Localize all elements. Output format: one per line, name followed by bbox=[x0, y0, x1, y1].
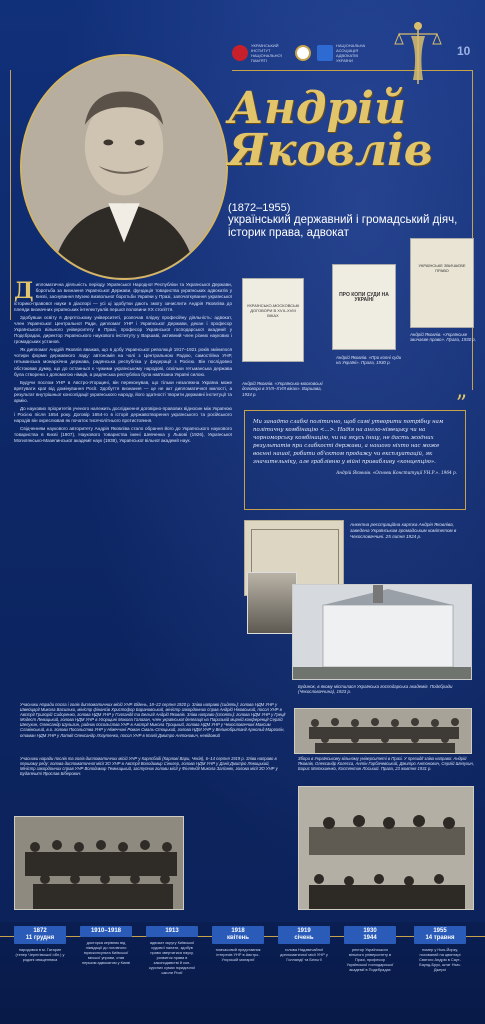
timeline-text: помер у Нью-Йорку, похований на цвинтарі Святого Андрія в Саут-Баунд-Брук, штат Нью-Джерсі bbox=[419, 947, 461, 972]
person-subtitle: український державний і громадський діяч, історик права, адвокат bbox=[228, 214, 458, 239]
timeline-text: народився в м. Гатарин (тепер Чернігівської обл.) у родині священника bbox=[15, 947, 65, 962]
timeline-date: 1913 bbox=[146, 926, 198, 937]
timeline-item bbox=[80, 926, 132, 965]
small-portrait-photo bbox=[247, 572, 297, 634]
timeline-date: 1955 14 травня bbox=[414, 926, 466, 944]
person-name: Андрій Яковлів bbox=[228, 83, 433, 176]
portrait-photo bbox=[20, 54, 228, 280]
caption-book-treaties: Андрій Яковлів. «Українсько-московські договори в XVII–XVIII віках». Варшава, 1934 р. bbox=[242, 381, 323, 397]
book-cover-customary-law: УКРАЇНСЬКЕ ЗВИЧАЄВЕ ПРАВО bbox=[410, 238, 474, 328]
timeline-item bbox=[212, 926, 264, 962]
timeline-item bbox=[278, 926, 330, 962]
quote-text: Ми занадто слабкі політично, щоб самі утворити потрібну нам політичну комбінацію <...>. Надія на англо-німецьку чи на чорноморську комбінацію, чи на якусь іншу, не дасть жодних результатів при слабкості держави, а нашого ніхто нас може воєнні нашої, робити об'єктом продажу чи експлуатацій, як значительніку, але граблівню у війні привабливу «концепцію». bbox=[253, 419, 444, 465]
life-dates: (1872–1955) bbox=[228, 202, 291, 214]
timeline-text: ректор Українського вільного університету в Празі, професор Української господарської академії в Подєбрадах bbox=[346, 947, 394, 972]
timeline-item bbox=[146, 926, 198, 975]
timeline-text: тимчасовий представник інтересів УНР в Австро-Угорській монархії bbox=[215, 947, 261, 962]
frame-line-left bbox=[10, 70, 11, 320]
caption-book-customary-law: Андрій Яковлів. «Українське звичаєве право». Прага, 1930 р. bbox=[410, 332, 477, 343]
timeline-text: голова Надзвичайної дипломатичної місії УНР у Голландії та Бельгії bbox=[280, 947, 328, 962]
timeline-item bbox=[14, 926, 66, 962]
timeline-date: 1930 1944 bbox=[344, 926, 396, 944]
dropcap: Д bbox=[14, 278, 34, 304]
council-photo bbox=[14, 816, 184, 910]
caption-delegation: Учасники Наради посла і голів дипломатичних місій УНР. Відень, 18–22 серпня 1920 р. Зліва направо (сидять): голова НДМ УНР у Швейцарії Микола Василько, міністр фінансів Христофор Барановський, міністр закордонних справ Андрій Ніковський, посол УНР в Австрії Григорій Сидоренко, голова НДМ УНР у Голландії та Бельгії Андрій Яковлів. Зліва направо (стоять): голова НДМ УНР у Греції Модест Левицький, голова НДМ УНР в Угорщині Микола Галаган, член української делегації на Паризькій мирній конференції Сергій Шелухин, Олександр Шульгин, радник посольства УНР в Австрії Микола Троцький, голова НДМ УНР у Чехословаччині Максим Славінський, в.о. голови Посольства УНР у Німеччині Роман Смаль-Стоцький, голова НДМ УНР у Великобританії Арнольд Марголін, отаман НДМ УНР у Латвії Олександр Лозутенко, посол УНР в Італії Дмитро Антонович, невідомий bbox=[20, 702, 286, 738]
timeline-text: докторка керівник від ліквідації до головного юрисконсульта Київської міської управи, став першим адвокатом у Києві bbox=[81, 940, 130, 965]
timeline-text: адвокат округу Київської судової палати, здобув право звертатися науку, розвиток права в законодавстві й кон-курсних сумах юридичної школи Росії bbox=[149, 940, 195, 975]
caption-building: Будинок, в якому містилася Українська господарська академія. Подєбради (Чехословаччина), 1923 р. bbox=[298, 684, 453, 695]
bar-association-logo: НАЦІОНАЛЬНА АСОЦІАЦІЯ АДВОКАТІВ УКРАЇНИ bbox=[317, 43, 374, 63]
page-number: 10 bbox=[457, 44, 471, 58]
timeline-date: 1918 квітень bbox=[212, 926, 264, 944]
timeline-item bbox=[344, 926, 396, 972]
caption-professors: Збори в Українському вільному університеті в Празі. У президії зліва направо: Андрій Яковлів, Олександр Колесса, Антін Горбачевський, Дмитро Антонович, Сергій Шелухин, Борис Матюшенко, Костянтин Лоський. Прага, 23 жовтня 1931 р. bbox=[298, 756, 474, 772]
professors-photo bbox=[298, 786, 474, 910]
themis-icon bbox=[393, 14, 443, 88]
book-cover-treaties: УКРАЇНСЬКО-МОСКОВСЬКІ ДОГОВОРИ В XVII–XVIII ВІКАХ bbox=[242, 278, 304, 362]
caption-card: Анкетна реєстраційна картка Андрія Яковліва, заведена Українським громадським комітетом в Чехословаччині. 25 липня 1924 р. bbox=[350, 522, 457, 539]
biography-text: Дипломатична діяльність періоду Української Народної Республіки та Української Держави, боротьба за визнання Української Держави, фундація товариства українських адвокатів у Києві, заснування Музею визвольної боротьби України у Празі, започаткування української історико-правової науки в діаспорі — усі ці здобутки дають змогу зачислити Андрія Яковліва до плеяди визначних українських інтелектуалів першої половини ХХ століття. Здобувши освіту в Дерптському університеті, розпочав плідну професійну діяльність: адвокат, член Української Центральної Ради, дипломат УНР і Української Держави, декан і професор Українського вільного університету в Празі, професор Української господарської академії у Подєбрадах, директор Українського наукового інституту у Варшаві, активний член різних наукових і громадських установ. Як дипломат Андрій Яковлів вважав, що в добу Української революції 1917–1921 років змінилося чотири форми державного ладу: автономія на чолі з Центральною Радою, самостійна УНР, гетьманська монархічна держава, радянська республіка у федерації з Росією. Він послідовно обстоював думку, що до останньої є чужими українському народові, оскільки гетьманська держава була створена з допомогою німців, а радянська республіка була нав'язана Україні силою. Будучи послом УНР в Австро-Угорщині, він переконував, що тільки незалежна Україна може врятувати краї від домінування Росії. Здобуття визнання — це не акт дипломатичної милості, а результат внутрішньої консолідації українського народу, його здатності творити державні інституції та армію. До наукових пріоритетів ученого належить дослідження договірно-правових відносин між Україною і Росією після 1654 року. Договір 1654-го в історії державотворення українського та російського народів він окреслював як початок тисячолітнього протистояння. Свідченням наукового авторитету Андрія Яковліва стало обрання його до Українського наукового товариства в Києві (1907), Наукового товариства імені Шевченка у Львові (1926), Української Могилянсько-Мазепинської академії наук (1938), Української вільної академії наук. bbox=[14, 278, 232, 444]
timeline-date: 1919 січень bbox=[278, 926, 330, 944]
delegation-photo bbox=[294, 708, 472, 754]
seal-logo bbox=[295, 45, 311, 61]
quote-block bbox=[244, 392, 467, 510]
book-cover-courts: ПРО КОПИ СУДИ НА УКРАЇНІ bbox=[332, 264, 396, 350]
academy-building-photo bbox=[292, 584, 472, 680]
ukrainian-institute-logo: УКРАЇНСЬКИЙ ІНСТИТУТ НАЦІОНАЛЬНОЇ ПАМ'ЯТІ bbox=[232, 43, 289, 63]
quote-mark-icon: ” bbox=[455, 392, 467, 417]
timeline-date: 1872 11 грудня bbox=[14, 926, 66, 944]
caption-book-courts: Андрій Яковлів. «Про копні суди на Україні». Прага, 1930 р. bbox=[336, 355, 402, 366]
quote-source: Андрій Яковлів. «Основи Конституції УН.Р.». 1964 р. bbox=[336, 470, 457, 475]
timeline-date: 1910–1918 bbox=[80, 926, 132, 937]
timeline-item bbox=[414, 926, 466, 972]
caption-council: Учасники наради послів та голів дипломатичних місій УНР у Карлсбаді (Карлові Вари, Чехія), 6–14 серпня 1919 р. Зліва направо в першому ряду: голова дипломатичної місії ЗО УНР в Австрії Володимир Сінклер, голова НДМ УНР у Данії Дмитро Левицький, Міністр закордонних справ УНР Володимир Темницький, заступник голови місії у Фінляндії Микола Залізняк, голова місії ЗО УНР у Будапешті Ярослав Біберович. bbox=[20, 756, 278, 777]
books-gallery bbox=[242, 238, 478, 398]
